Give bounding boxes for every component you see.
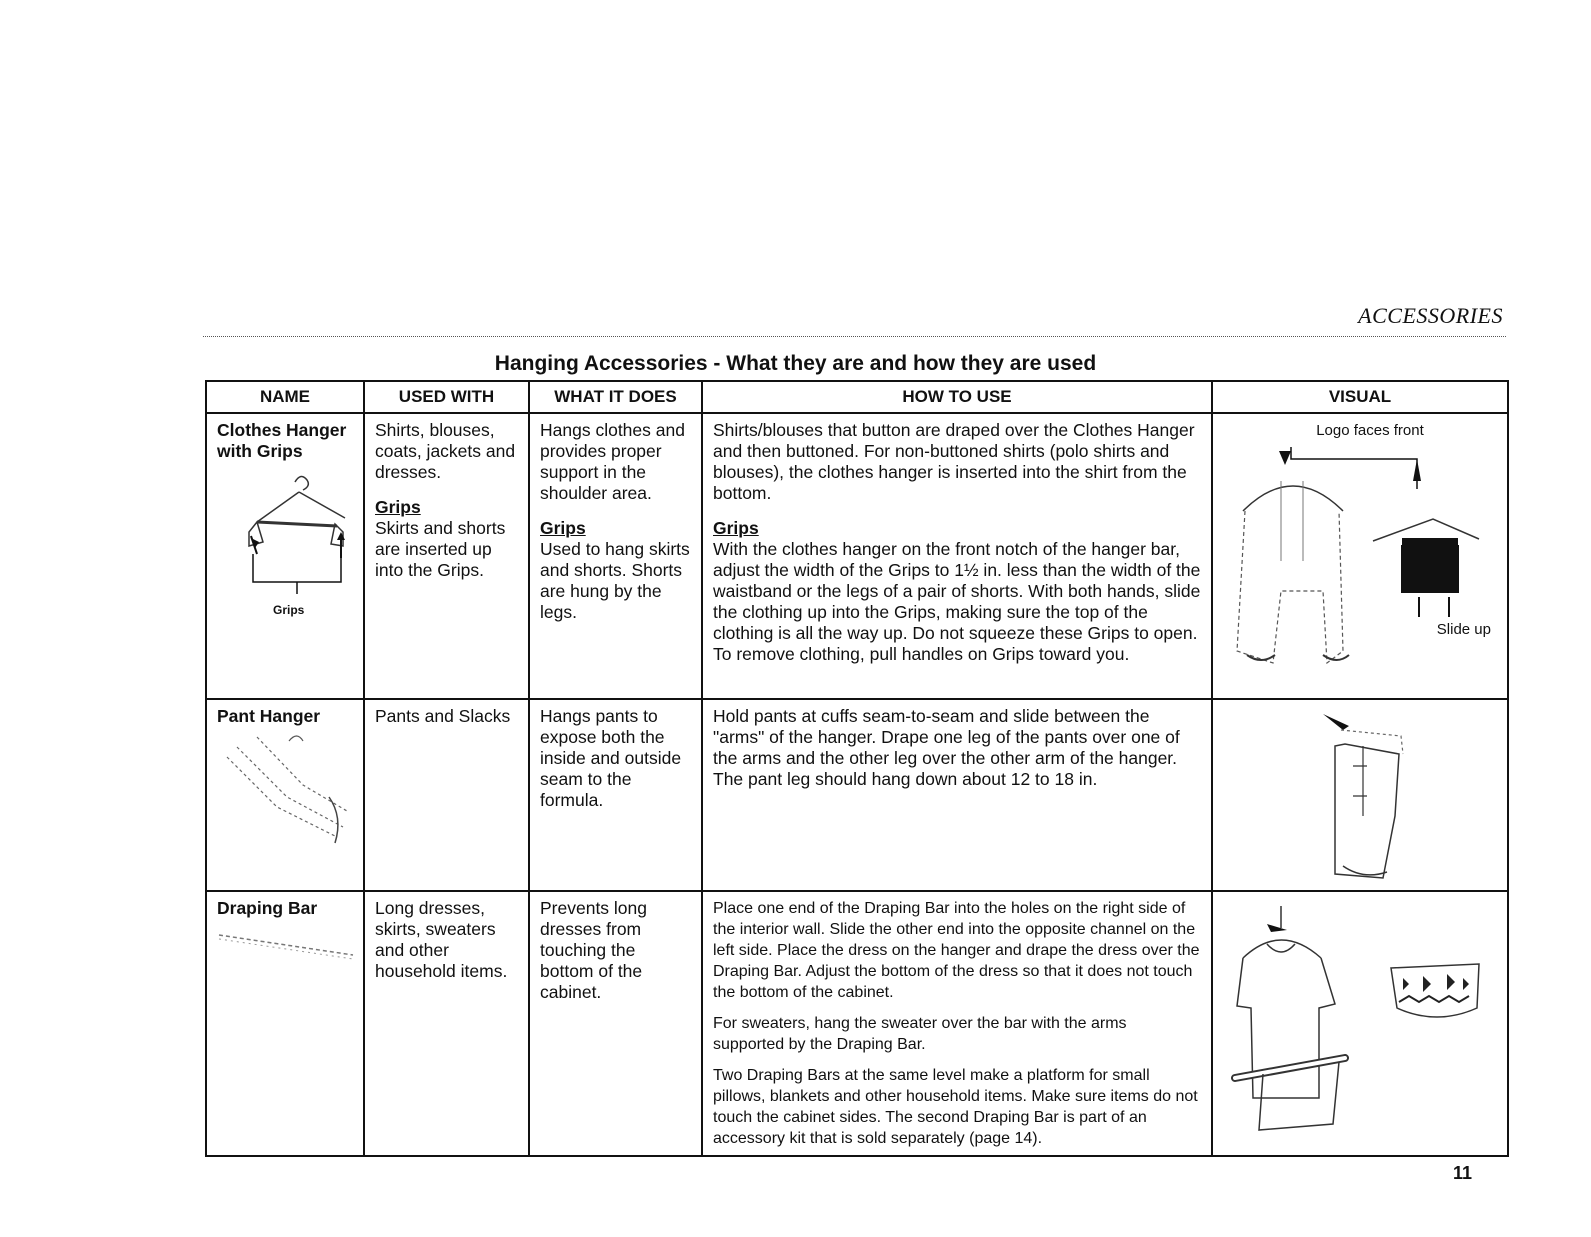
- cell-visual: [1212, 699, 1508, 891]
- column-header-what-it-does: WHAT IT DOES: [529, 381, 702, 413]
- how-to-use-grips-heading: Grips: [713, 518, 759, 538]
- cell-name: [206, 699, 364, 891]
- cell-name: [206, 413, 364, 699]
- table-row-clothes-hanger: [206, 413, 1508, 699]
- used-with-text: Shirts, blouses, coats, jackets and dresses.: [375, 420, 516, 482]
- cell-how-to-use: [702, 891, 1212, 1156]
- what-it-does-grips-text: Used to hang skirts and shorts. Shorts are hung by the legs.: [540, 539, 690, 622]
- cell-name: [206, 891, 364, 1156]
- how-to-use-text: Hold pants at cuffs seam-to-seam and slide between the "arms" of the hanger. Drape one leg of the pants over one of the arms and the other leg over the other arm of the hanger. The pant leg should hang down about 12 to 18 in.: [713, 706, 1180, 789]
- cell-how-to-use: [702, 699, 1212, 891]
- column-header-name: NAME: [206, 381, 364, 413]
- table-row-pant-hanger: [206, 699, 1508, 891]
- cell-visual: [1212, 891, 1508, 1156]
- row-name: Draping Bar: [217, 898, 318, 918]
- used-with-grips-text: Skirts and shorts are inserted up into the Grips.: [375, 518, 506, 580]
- cell-visual: [1212, 413, 1508, 699]
- column-header-visual: VISUAL: [1212, 381, 1508, 413]
- how-to-use-grips-text: With the clothes hanger on the front notch of the hanger bar, adjust the width of the Grips to 1½ in. less than the width of the waistband or the legs of a pair of shorts. With both hands, slide the clothing up into the Grips, making sure the top of the clothing is all the way up. Do not squeeze these Grips to open. To remove clothing, pull handles on Grips toward you.: [713, 539, 1201, 664]
- pants-on-hanger-illustration: [1223, 706, 1493, 884]
- column-header-used-with: USED WITH: [364, 381, 529, 413]
- cell-used-with: [364, 699, 529, 891]
- logo-faces-front-caption: Logo faces front: [1316, 422, 1424, 439]
- how-to-use-paragraph-1: Place one end of the Draping Bar into the holes on the right side of the interior wall. Slide the other end into the opposite channel on the left side. Place the dress on the hanger and drape the dress over the Draping Bar. Adjust the bottom of the dress so that it does not touch the bottom of the cabinet.: [713, 900, 1200, 1001]
- dress-and-sweater-on-draping-bar-illustration: [1223, 898, 1493, 1138]
- accessories-table: [205, 380, 1509, 1157]
- section-label: ACCESSORIES: [1358, 303, 1503, 328]
- used-with-text: Pants and Slacks: [375, 706, 511, 726]
- what-it-does-grips-heading: Grips: [540, 518, 586, 538]
- cell-what-it-does: [529, 891, 702, 1156]
- used-with-grips-heading: Grips: [375, 497, 421, 517]
- cell-how-to-use: [702, 413, 1212, 699]
- cell-what-it-does: [529, 699, 702, 891]
- table-title: Hanging Accessories - What they are and how they are used: [494, 352, 1097, 375]
- what-it-does-text: Hangs pants to expose both the inside and outside seam to the formula.: [540, 706, 682, 810]
- table-row-draping-bar: [206, 891, 1508, 1156]
- row-name: Pant Hanger: [217, 706, 321, 726]
- how-to-use-paragraph-2: For sweaters, hang the sweater over the bar with the arms supported by the Draping Bar.: [713, 1015, 1127, 1053]
- grips-caption: Grips: [273, 603, 305, 617]
- cell-used-with: [364, 413, 529, 699]
- how-to-use-text: Shirts/blouses that button are draped over the Clothes Hanger and then buttoned. For non-buttoned shirts (polo shirts and blouses), the clothes hanger is inserted into the shirt from the bottom.: [713, 420, 1195, 503]
- cell-what-it-does: [529, 413, 702, 699]
- slide-up-caption: Slide up: [1436, 621, 1491, 638]
- row-name: Clothes Hanger with Grips: [217, 420, 347, 461]
- page-number: 11: [1453, 1163, 1473, 1183]
- how-to-use-paragraph-3: Two Draping Bars at the same level make a platform for small pillows, blankets and other household items. Make sure items do not touch the cabinet sides. The second Draping Bar is part of an accessory kit that is sold separately (page 14).: [713, 1067, 1198, 1147]
- header-rule: [203, 336, 1506, 337]
- what-it-does-text: Hangs clothes and provides proper support in the shoulder area.: [540, 420, 685, 503]
- table-header-row: [206, 381, 1508, 413]
- used-with-text: Long dresses, skirts, sweaters and other household items.: [375, 898, 508, 981]
- cell-used-with: [364, 891, 529, 1156]
- draping-bar-illustration: [217, 919, 357, 969]
- column-header-how-to-use: HOW TO USE: [702, 381, 1212, 413]
- clothes-hanger-with-grips-illustration: [217, 462, 357, 622]
- pant-hanger-illustration: [217, 727, 357, 847]
- what-it-does-text: Prevents long dresses from touching the bottom of the cabinet.: [540, 898, 648, 1002]
